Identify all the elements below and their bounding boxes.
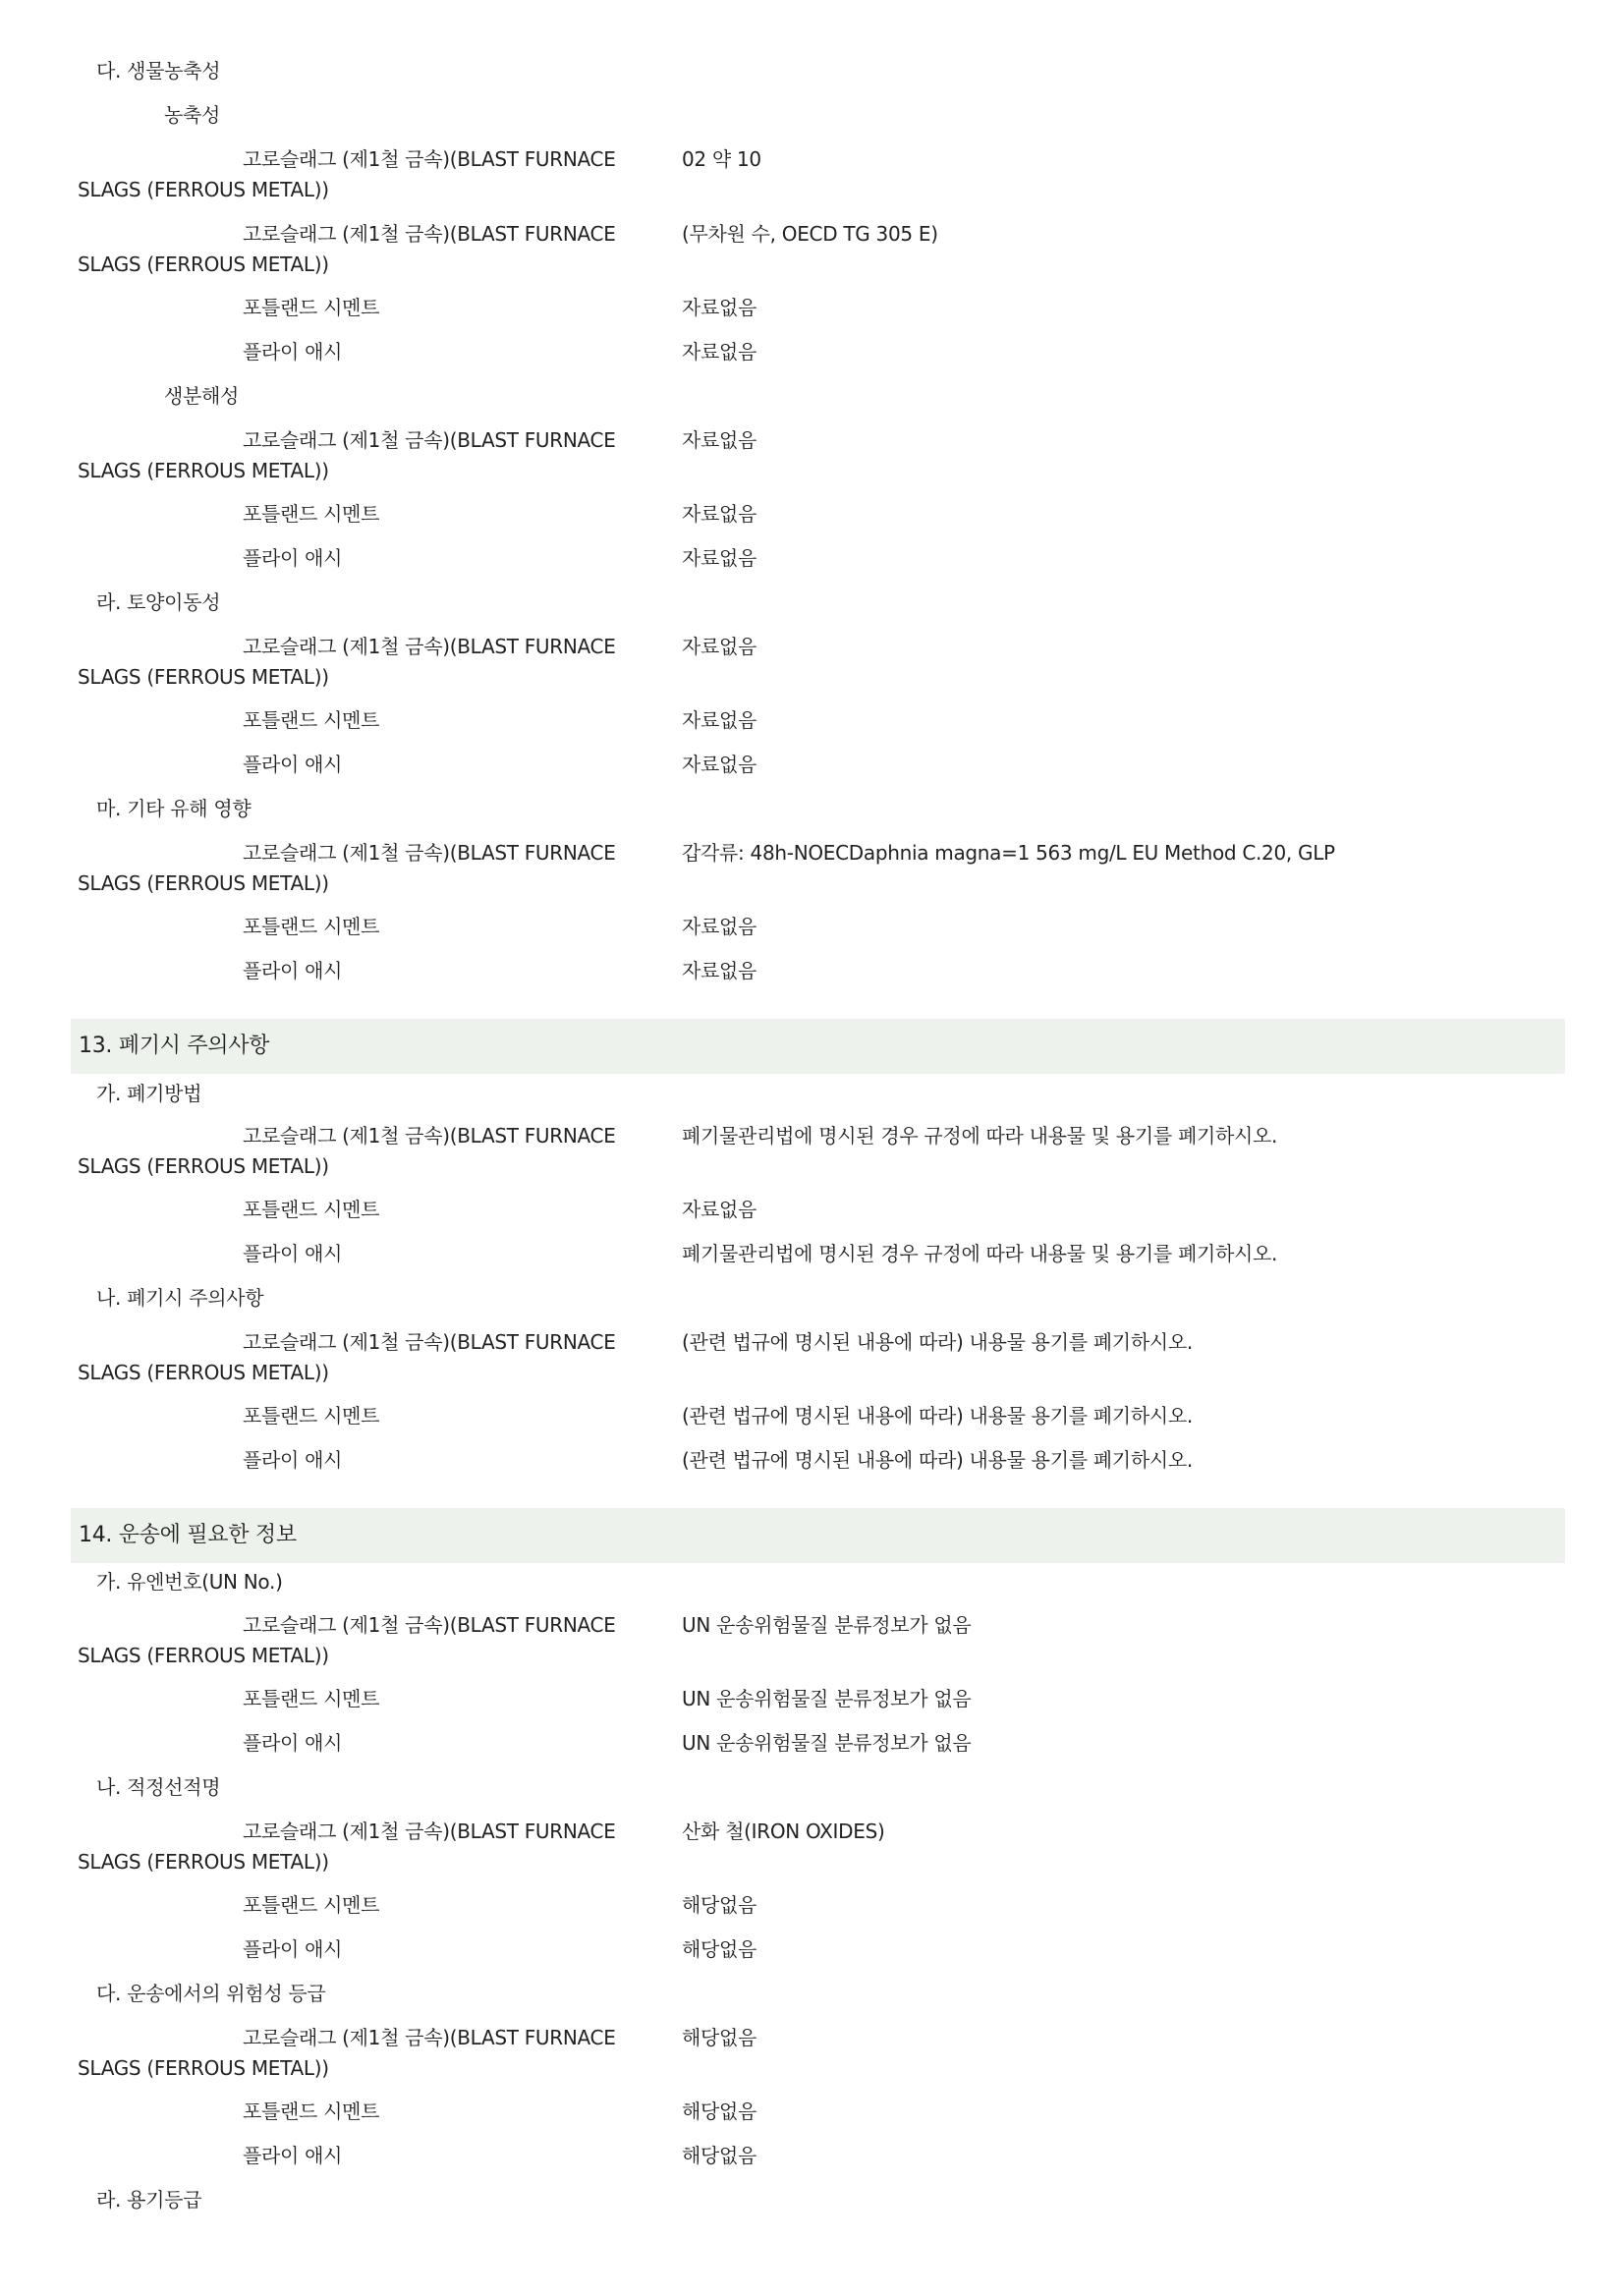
portland-label: 포틀랜드 시멘트 (243, 502, 380, 526)
slag-name-line2: SLAGS (FERROUS METAL)) (78, 1850, 329, 1874)
other-effects-heading: 마. 기타 유해 영향 (96, 797, 252, 820)
hazard-flyash-value: 해당없음 (682, 2144, 757, 2167)
portland-label: 포틀랜드 시멘트 (243, 708, 380, 732)
slag-name-line1: 고로슬래그 (제1철 금속)(BLAST FURNACE (243, 2026, 616, 2049)
slag-name-line1: 고로슬래그 (제1철 금속)(BLAST FURNACE (243, 1124, 616, 1148)
disposal-flyash-value: 폐기물관리법에 명시된 경우 규정에 따라 내용물 및 용기를 폐기하시오. (682, 1242, 1278, 1265)
slag-name-line1: 고로슬래그 (제1철 금속)(BLAST FURNACE (243, 1820, 616, 1843)
slag-name-line1: 고로슬래그 (제1철 금속)(BLAST FURNACE (243, 1613, 616, 1637)
flyash-label: 플라이 애시 (243, 546, 343, 570)
hazard-class-heading: 다. 운송에서의 위험성 등급 (96, 1982, 326, 2005)
slag-name-line1: 고로슬래그 (제1철 금속)(BLAST FURNACE (243, 841, 616, 865)
portland-label: 포틀랜드 시멘트 (243, 1404, 380, 1428)
other-flyash-value: 자료없음 (682, 959, 757, 982)
slag-name-line2: SLAGS (FERROUS METAL)) (78, 871, 329, 895)
flyash-label: 플라이 애시 (243, 1937, 343, 1961)
slag-name-line1: 고로슬래그 (제1철 금속)(BLAST FURNACE (243, 222, 616, 246)
slag-name-line2: SLAGS (FERROUS METAL)) (78, 665, 329, 689)
section-13-header (71, 1019, 1565, 1074)
slag-name-line2: SLAGS (FERROUS METAL)) (78, 178, 329, 201)
flyash-label: 플라이 애시 (243, 2144, 343, 2167)
hazard-slag-value: 해당없음 (682, 2026, 757, 2049)
un-slag-value: UN 운송위험물질 분류정보가 없음 (682, 1613, 972, 1637)
slag-name-line2: SLAGS (FERROUS METAL)) (78, 1644, 329, 1667)
soil-slag-value: 자료없음 (682, 635, 757, 658)
flyash-label: 플라이 애시 (243, 1448, 343, 1472)
slag-name-line2: SLAGS (FERROUS METAL)) (78, 1154, 329, 1178)
other-portland-value: 자료없음 (682, 915, 757, 938)
biodeg-flyash-value: 자료없음 (682, 546, 757, 570)
hazard-portland-value: 해당없음 (682, 2100, 757, 2123)
disposal-portland-value: 자료없음 (682, 1198, 757, 1221)
bioaccumulation-heading: 다. 생물농축성 (96, 59, 221, 83)
flyash-label: 플라이 애시 (243, 753, 343, 776)
disposal-slag-value: 폐기물관리법에 명시된 경우 규정에 따라 내용물 및 용기를 폐기하시오. (682, 1124, 1278, 1148)
disposal-method-heading: 가. 폐기방법 (96, 1082, 202, 1105)
soil-mobility-heading: 라. 토양이동성 (96, 590, 221, 614)
slag-name-line1: 고로슬래그 (제1철 금속)(BLAST FURNACE (243, 428, 616, 452)
flyash-label: 플라이 애시 (243, 1242, 343, 1265)
portland-label: 포틀랜드 시멘트 (243, 2100, 380, 2123)
un-number-heading: 가. 유엔번호(UN No.) (96, 1570, 283, 1594)
shipping-name-heading: 나. 적정선적명 (96, 1775, 221, 1799)
slag-name-line2: SLAGS (FERROUS METAL)) (78, 252, 329, 276)
accum-slag-value-1: 02 약 10 (682, 147, 761, 171)
flyash-label: 플라이 애시 (243, 340, 343, 364)
portland-label: 포틀랜드 시멘트 (243, 1198, 380, 1221)
accum-slag-value-2: (무차원 수, OECD TG 305 E) (682, 222, 938, 246)
slag-name-line1: 고로슬래그 (제1철 금속)(BLAST FURNACE (243, 1330, 616, 1354)
shipping-slag-value: 산화 철(IRON OXIDES) (682, 1820, 885, 1843)
portland-label: 포틀랜드 시멘트 (243, 1893, 380, 1917)
biodeg-slag-value: 자료없음 (682, 428, 757, 452)
disposal-caution-heading: 나. 폐기시 주의사항 (96, 1286, 264, 1310)
other-slag-value: 갑각류: 48h-NOECDaphnia magna=1 563 mg/L EU Method C.20, GLP (682, 841, 1335, 865)
section-14-title: 14. 운송에 필요한 정보 (79, 1523, 297, 1547)
accum-flyash-value: 자료없음 (682, 340, 757, 364)
portland-label: 포틀랜드 시멘트 (243, 296, 380, 319)
slag-name-line1: 고로슬래그 (제1철 금속)(BLAST FURNACE (243, 147, 616, 171)
caution-flyash-value: (관련 법규에 명시된 내용에 따라) 내용물 용기를 폐기하시오. (682, 1448, 1193, 1472)
biodegradation-subheading: 생분해성 (164, 384, 240, 408)
packing-group-heading: 라. 용기등급 (96, 2188, 202, 2212)
caution-portland-value: (관련 법규에 명시된 내용에 따라) 내용물 용기를 폐기하시오. (682, 1404, 1193, 1428)
section-14-header (71, 1508, 1565, 1563)
flyash-label: 플라이 애시 (243, 959, 343, 982)
accumulation-subheading: 농축성 (164, 103, 221, 127)
slag-name-line2: SLAGS (FERROUS METAL)) (78, 1361, 329, 1384)
slag-name-line2: SLAGS (FERROUS METAL)) (78, 2056, 329, 2080)
flyash-label: 플라이 애시 (243, 1731, 343, 1755)
portland-label: 포틀랜드 시멘트 (243, 1687, 380, 1710)
soil-flyash-value: 자료없음 (682, 753, 757, 776)
un-flyash-value: UN 운송위험물질 분류정보가 없음 (682, 1731, 972, 1755)
slag-name-line2: SLAGS (FERROUS METAL)) (78, 459, 329, 482)
un-portland-value: UN 운송위험물질 분류정보가 없음 (682, 1687, 972, 1710)
portland-label: 포틀랜드 시멘트 (243, 915, 380, 938)
section-13-title: 13. 폐기시 주의사항 (79, 1034, 270, 1058)
caution-slag-value: (관련 법규에 명시된 내용에 따라) 내용물 용기를 폐기하시오. (682, 1330, 1193, 1354)
shipping-portland-value: 해당없음 (682, 1893, 757, 1917)
accum-portland-value: 자료없음 (682, 296, 757, 319)
shipping-flyash-value: 해당없음 (682, 1937, 757, 1961)
slag-name-line1: 고로슬래그 (제1철 금속)(BLAST FURNACE (243, 635, 616, 658)
soil-portland-value: 자료없음 (682, 708, 757, 732)
biodeg-portland-value: 자료없음 (682, 502, 757, 526)
